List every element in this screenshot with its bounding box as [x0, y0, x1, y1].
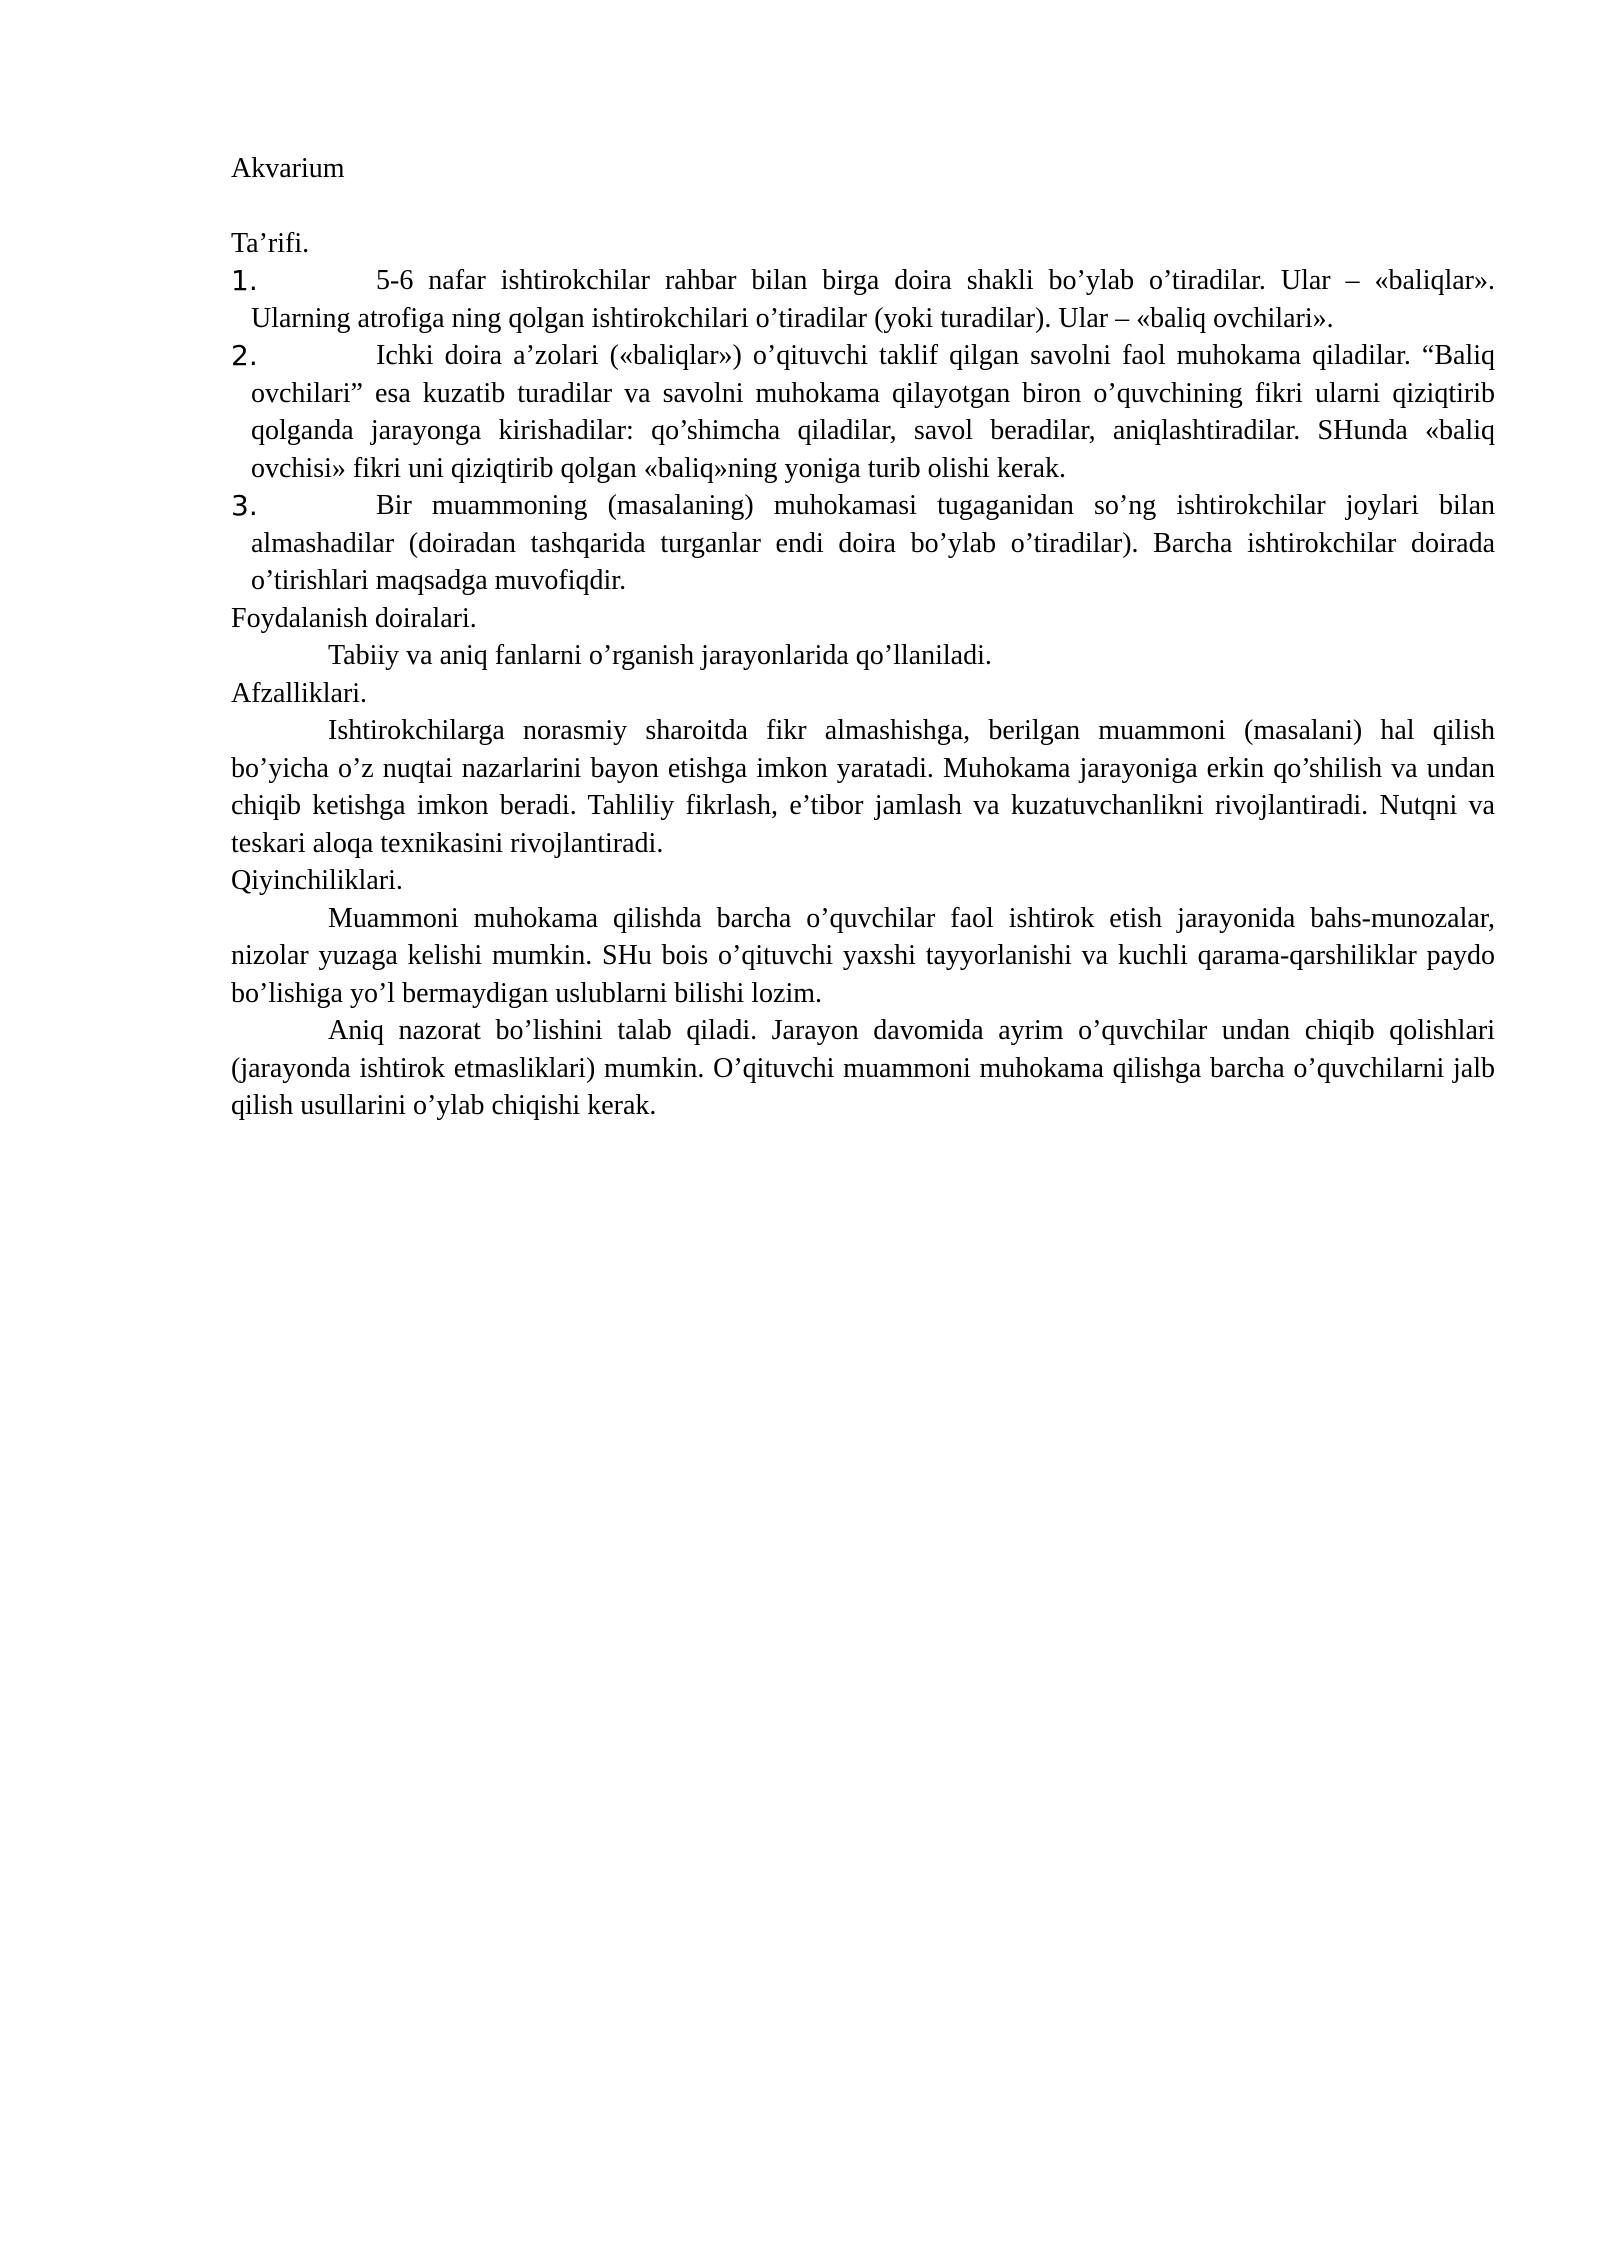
advantages-heading: Afzalliklari.	[231, 677, 368, 709]
difficulties-paragraph: Muammoni muhokama qilishda barcha o’quvchilar faol ishtirok etish jarayonida bahs-munozalar, nizolar yuzaga kelishi mumkin. SHu bois o’qituvchi yaxshi tayyorlanishi va kuchli qarama-qarshiliklar paydo bo’lishiga yo’l bermaydigan uslublarni bilishi lozim.	[231, 902, 1495, 1009]
list-item-text: Ichki doira a’zolari («baliqlar») o’qituvchi taklif qilgan savolni faol muhokama qiladilar. “Baliq ovchilari” esa kuzatib turadilar va savolni muhokama qilayotgan biron o’quvchining fikri ularni qiziqtirib qolganda jarayonga kirishadilar: qo’shimcha qiladilar, savol beradilar, aniqlashtiradilar. SHunda «baliq ovchisi» fikri uni qiziqtirib qolgan «baliq»ning yoniga turib olishi kerak.	[251, 340, 1495, 484]
usage-heading: Foydalanish doiralari.	[231, 602, 477, 634]
definition-heading: Ta’rifi.	[231, 227, 310, 259]
list-item-number: 2.	[231, 339, 258, 372]
advantages-paragraph: Ishtirokchilarga norasmiy sharoitda fikr almashishga, berilgan muammoni (masalani) hal qilish bo’yicha o’z nuqtai nazarlarini bayon etishga imkon yaratadi. Muhokama jarayoniga erkin qo’shilish va undan chiqib ketishga imkon beradi. Tahliliy fikrlash, e’tibor jamlash va kuzatuvchanlikni rivojlantiradi. Nutqni va teskari aloqa texnikasini rivojlantiradi.	[231, 715, 1495, 859]
usage-paragraph: Tabiiy va aniq fanlarni o’rganish jarayonlarida qo’llaniladi.	[328, 640, 992, 671]
difficulties-paragraph: Aniq nazorat bo’lishini talab qiladi. Jarayon davomida ayrim o’quvchilar undan chiqib qolishlari (jarayonda ishtirok etmasliklari) mumkin. O’qituvchi muammoni muhokama qilishga barcha o’quvchilarni jalb qilish usullarini o’ylab chiqishi kerak.	[231, 1015, 1495, 1121]
difficulties-heading: Qiyinchiliklari.	[231, 865, 403, 896]
list-item-text: Bir muammoning (masalaning) muhokamasi tugaganidan so’ng ishtirokchilar joylari bilan almashadilar (doiradan tashqarida turganlar endi doira bo’ylab o’tiradilar). Barcha ishtirokchilar doirada o’tirishlari maqsadga muvofiqdir.	[251, 490, 1495, 596]
list-item-number: 1.	[231, 264, 258, 297]
definition-list	[231, 262, 1495, 600]
list-item	[231, 487, 1495, 600]
document-title: Akvarium	[231, 153, 345, 184]
list-item	[231, 262, 1495, 337]
document-page	[231, 150, 1495, 1125]
list-item-text: 5-6 nafar ishtirokchilar rahbar bilan birga doira shakli bo’ylab o’tiradilar. Ular – «baliqlar». Ularning atrofiga ning qolgan ishtirokchilari o’tiradilar (yoki turadilar). Ular – «baliq ovchilari».	[251, 265, 1495, 334]
list-item	[231, 337, 1495, 487]
list-item-number: 3.	[231, 489, 258, 522]
